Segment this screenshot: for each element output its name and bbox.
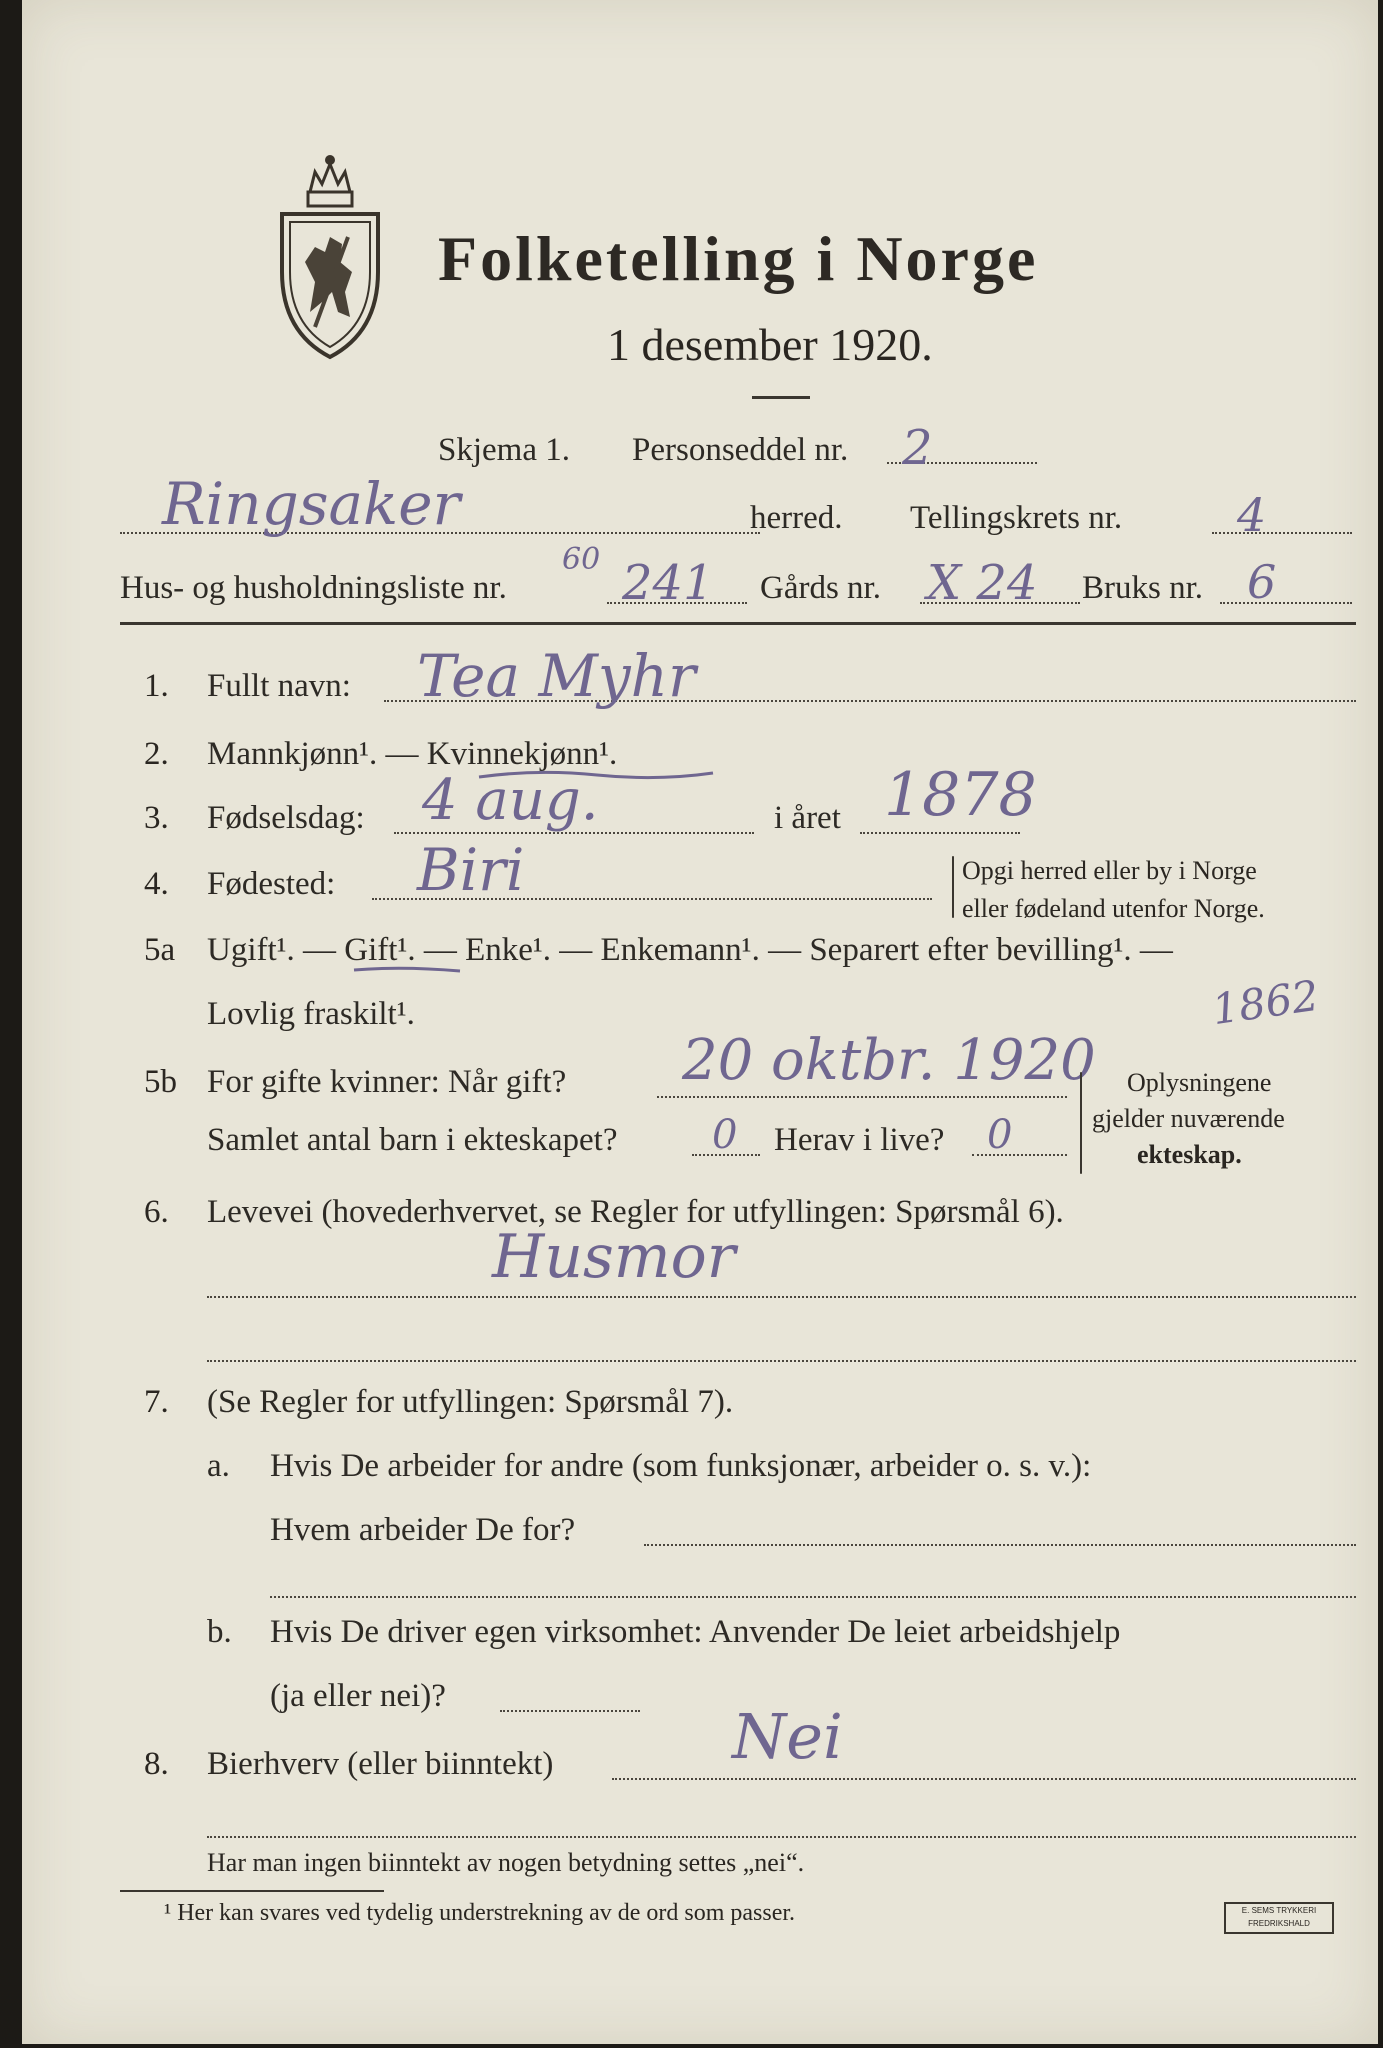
q3-number: 3.: [144, 800, 169, 836]
occupation-value[interactable]: Husmor: [492, 1222, 736, 1292]
footnote: ¹ Her kan svares ved tydelig understrekning av de ord som passer.: [164, 1900, 796, 1926]
hired-help-field[interactable]: [500, 1710, 640, 1712]
children-label: Samlet antal barn i ekteskapet?: [207, 1122, 618, 1158]
margin-year-value[interactable]: 1862: [1209, 970, 1322, 1035]
q8-number: 8.: [144, 1746, 169, 1782]
q7b-letter: b.: [207, 1614, 232, 1650]
birthdate-value[interactable]: 4 aug.: [422, 768, 599, 833]
married-when-label: For gifte kvinner: Når gift?: [207, 1064, 567, 1100]
q5b-number: 5b: [144, 1064, 177, 1100]
birth-year-value[interactable]: 1878: [884, 760, 1037, 830]
q7-number: 7.: [144, 1384, 169, 1420]
hus-value-above[interactable]: 60: [562, 542, 601, 577]
gards-value[interactable]: X 24: [927, 555, 1038, 611]
birthplace-note-2: eller fødeland utenfor Norge.: [962, 894, 1265, 923]
form-title: Folketelling i Norge: [438, 223, 1039, 294]
q3-label: Fødselsdag:: [207, 800, 365, 836]
census-form: [22, 0, 1378, 2044]
marital-status-fraskilt: Lovlig fraskilt¹.: [207, 996, 415, 1032]
q4-number: 4.: [144, 866, 169, 902]
q6-number: 6.: [144, 1194, 169, 1230]
tellingskrets-value[interactable]: 4: [1237, 488, 1267, 542]
personseddel-label: Personseddel nr.: [632, 432, 849, 468]
q5a-number: 5a: [144, 932, 176, 968]
alive-label: Herav i live?: [774, 1122, 945, 1158]
marital-status-options: Ugift¹. — Gift¹. — Enke¹. — Enkemann¹. — Separert efter bevilling¹. —: [207, 932, 1173, 968]
marriage-note-2: gjelder nuværende: [1092, 1104, 1285, 1133]
employer-field[interactable]: [644, 1544, 1356, 1546]
q4-label: Fødested:: [207, 866, 336, 902]
herred-value[interactable]: Ringsaker: [162, 470, 461, 538]
married-when-value[interactable]: 20 oktbr. 1920: [682, 1028, 1096, 1093]
header-divider: [120, 622, 1356, 625]
full-name-value[interactable]: Tea Myhr: [417, 642, 696, 710]
bruks-value[interactable]: 6: [1247, 555, 1277, 609]
side-income-note: Har man ingen biinntekt av nogen betydning settes „nei“.: [207, 1848, 805, 1877]
q1-number: 1.: [144, 668, 169, 704]
q7-label: (Se Regler for utfyllingen: Spørsmål 7).: [207, 1384, 734, 1420]
q7a-text: Hvis De arbeider for andre (som funksjonær, arbeider o. s. v.):: [270, 1448, 1092, 1484]
bruks-label: Bruks nr.: [1082, 570, 1204, 606]
employer-label: Hvem arbeider De for?: [270, 1512, 576, 1548]
children-value[interactable]: 0: [712, 1112, 738, 1158]
marriage-note-3: ekteskap.: [1137, 1140, 1242, 1169]
title-divider: [752, 396, 810, 399]
birthplace-value[interactable]: Biri: [417, 836, 525, 904]
gift-underline: [352, 962, 462, 978]
occupation-label: Levevei (hovederhvervet, se Regler for utfyllingen: Spørsmål 6).: [207, 1194, 1064, 1230]
side-income-label: Bierhverv (eller biinntekt): [207, 1746, 554, 1782]
gards-label: Gårds nr.: [760, 570, 881, 606]
printer-stamp: E. SEMS TRYKKERI FREDRIKSHALD: [1224, 1902, 1334, 1934]
herred-label: herred.: [750, 500, 843, 536]
coat-of-arms-icon: [270, 152, 390, 362]
personseddel-value[interactable]: 2: [902, 420, 933, 476]
q2-number: 2.: [144, 736, 169, 772]
q1-label: Fullt navn:: [207, 668, 351, 704]
q7a-letter: a.: [207, 1448, 230, 1484]
q7b-text: Hvis De driver egen virksomhet: Anvender De leiet arbeidshjelp: [270, 1614, 1121, 1650]
marriage-note-1: Oplysningene: [1127, 1068, 1272, 1097]
year-label: i året: [774, 800, 841, 836]
hus-value[interactable]: 241: [622, 555, 714, 611]
skjema-label: Skjema 1.: [438, 432, 570, 468]
footnote-divider: [120, 1890, 384, 1892]
alive-value[interactable]: 0: [987, 1112, 1013, 1158]
tellingskrets-label: Tellingskrets nr.: [910, 500, 1123, 536]
birthplace-note-1: Opgi herred eller by i Norge: [962, 856, 1257, 885]
hired-help-label: (ja eller nei)?: [270, 1678, 446, 1714]
hus-label: Hus- og husholdningsliste nr.: [120, 570, 507, 606]
census-date: 1 desember 1920.: [607, 319, 933, 370]
q2-label: Mannkjønn¹. — Kvinnekjønn¹.: [207, 736, 618, 772]
side-income-value[interactable]: Nei: [732, 1700, 843, 1773]
